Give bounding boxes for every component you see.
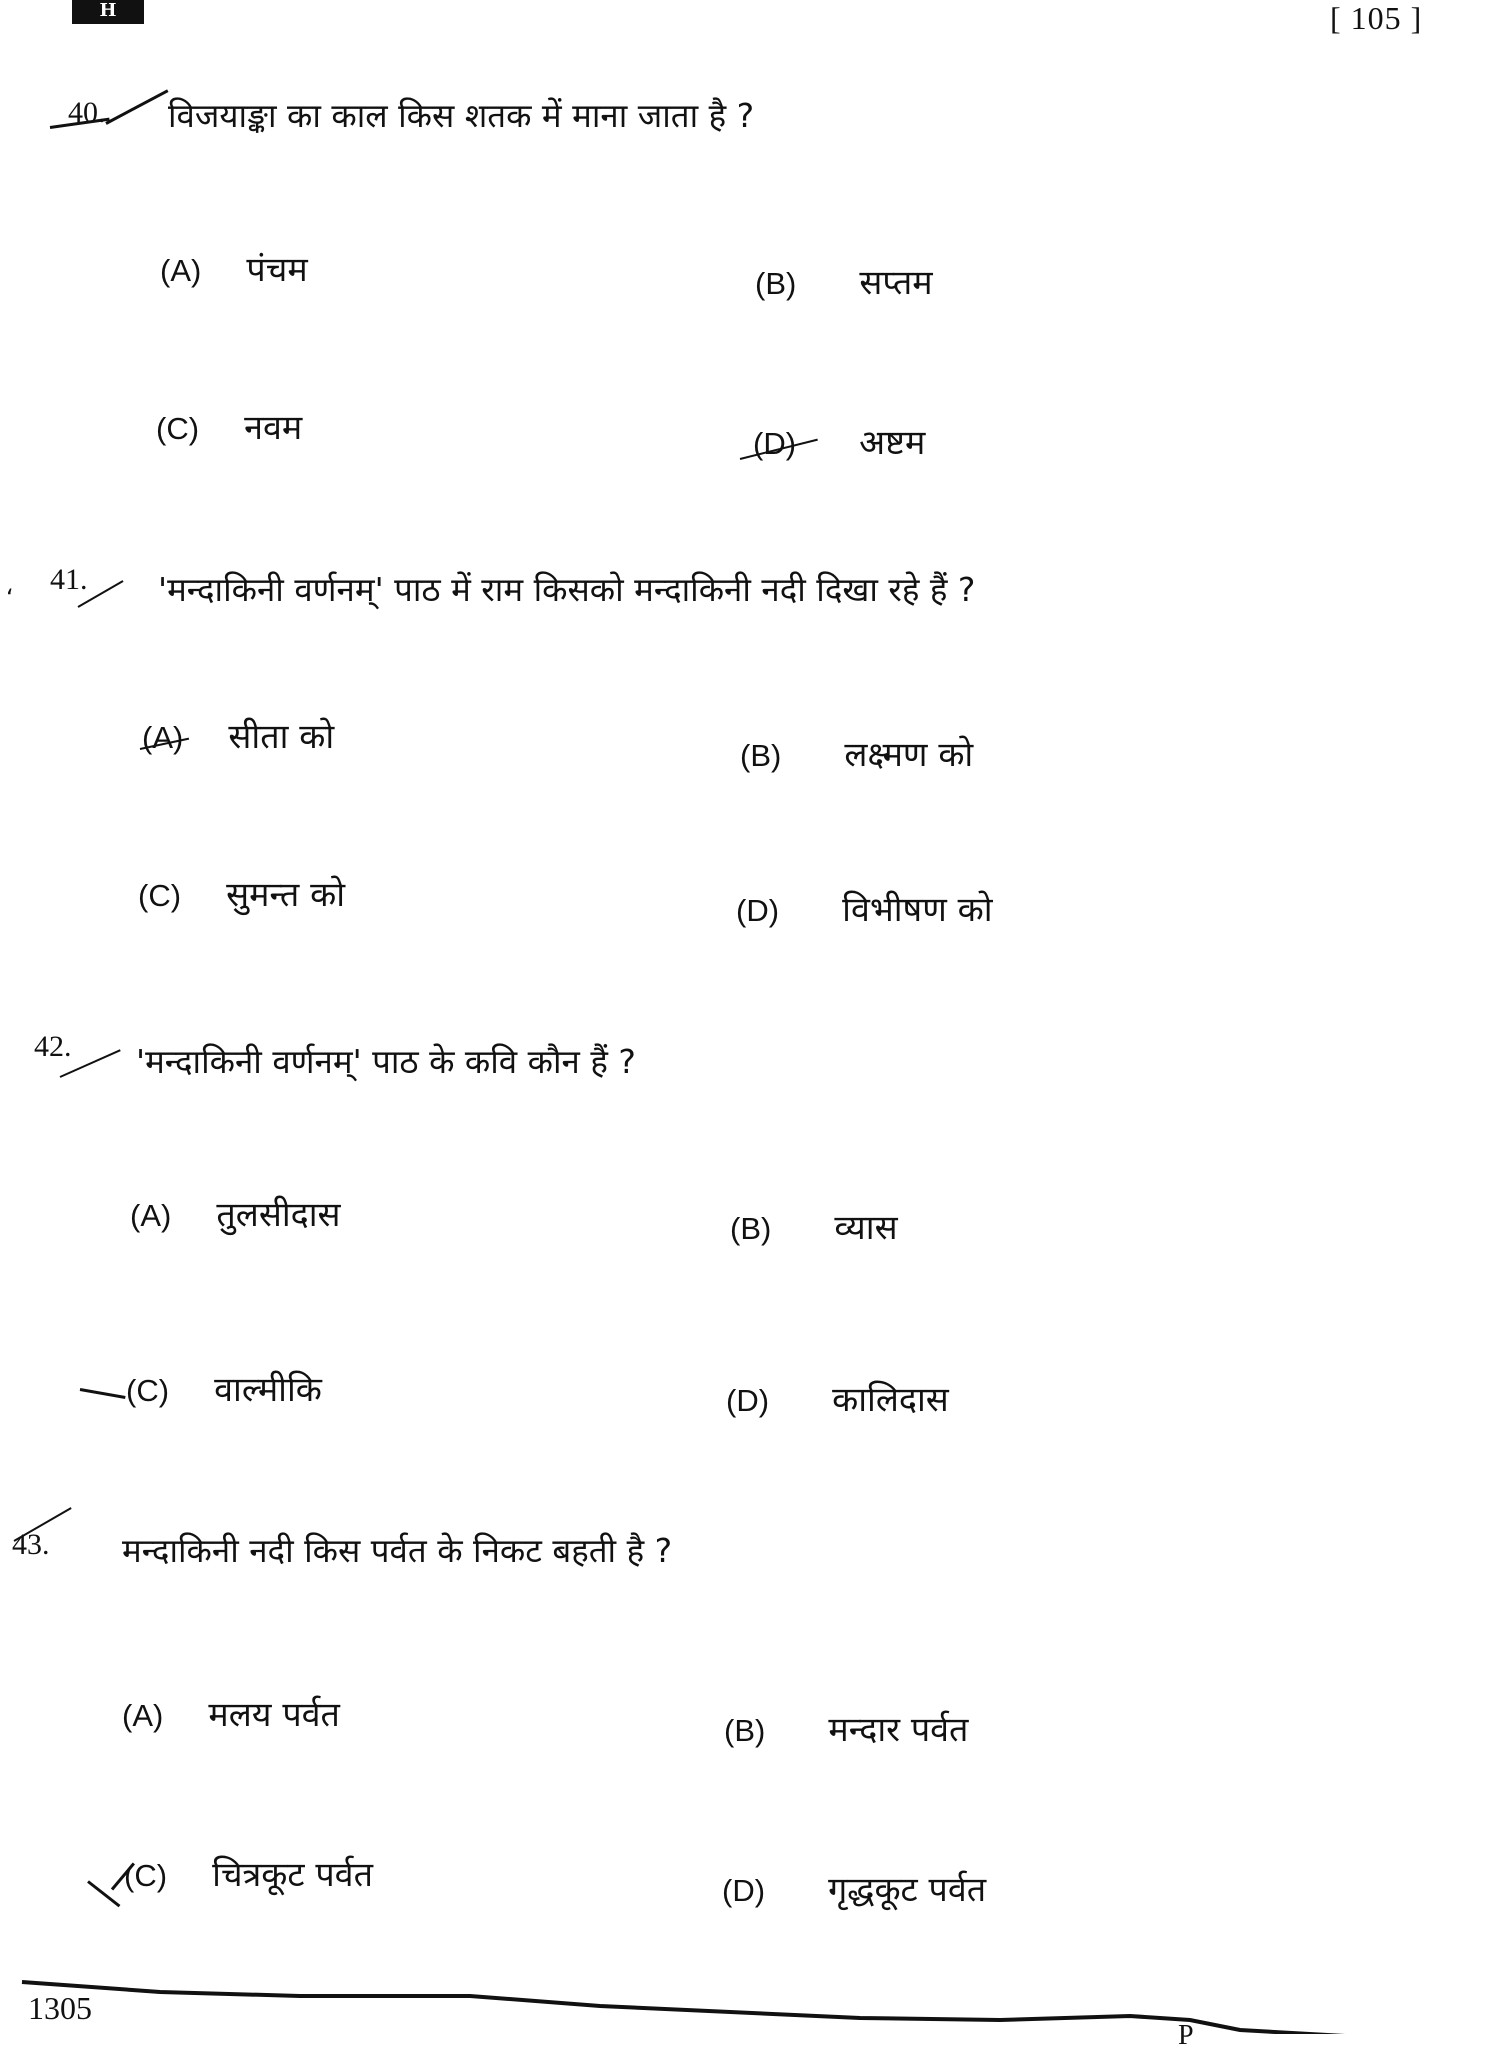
option-text: चित्रकूट पर्वत [212, 1855, 373, 1895]
option-text: सीता को [228, 717, 335, 757]
stray-mark: ‘ [6, 584, 14, 612]
option-d[interactable] [736, 885, 993, 931]
option-label: (C) [124, 1858, 168, 1893]
option-label: (B) [730, 1211, 772, 1246]
option-text: तुलसीदास [216, 1195, 341, 1235]
option-label: (D) [726, 1383, 770, 1418]
option-text: सुमन्त को [226, 875, 346, 915]
question-text: 'मन्दाकिनी वर्णनम्' पाठ में राम किसको मन्दाकिनी नदी दिखा रहे हैं ? [158, 570, 976, 609]
option-label: (D) [722, 1873, 766, 1908]
option-b[interactable] [740, 730, 973, 776]
option-text: वाल्मीकि [214, 1370, 322, 1410]
question-number: 43. [12, 1528, 50, 1561]
option-d[interactable] [753, 418, 925, 464]
option-text: गृद्धकूट पर्वत [828, 1870, 987, 1910]
question-number: 40. [68, 96, 106, 129]
option-label: (C) [138, 878, 182, 913]
option-a[interactable] [160, 245, 308, 291]
option-text: कालिदास [832, 1380, 949, 1420]
option-label: (A) [160, 253, 202, 288]
page-number: [ 105 ] [1330, 0, 1423, 36]
option-label: (C) [126, 1373, 170, 1408]
option-text: विभीषण को [842, 890, 993, 930]
option-label: (D) [736, 893, 780, 928]
option-c[interactable] [124, 1850, 373, 1896]
option-c[interactable] [126, 1365, 322, 1411]
pen-tick-mark [105, 89, 168, 125]
question-number: 42. [34, 1030, 72, 1063]
option-b[interactable] [755, 258, 933, 304]
question-text: 'मन्दाकिनी वर्णनम्' पाठ के कवि कौन हैं ? [136, 1042, 636, 1081]
question-text: विजयाङ्का का काल किस शतक में माना जाता है ? [168, 96, 755, 135]
option-label: (B) [755, 266, 797, 301]
option-text: पंचम [246, 250, 308, 290]
option-label: (B) [724, 1713, 766, 1748]
option-d[interactable] [726, 1375, 949, 1421]
footer-rule [0, 1960, 1505, 2034]
option-label: (D) [753, 426, 797, 461]
option-label: (A) [142, 720, 184, 755]
option-label: (A) [130, 1198, 172, 1233]
question-text: मन्दाकिनी नदी किस पर्वत के निकट बहती है ? [122, 1531, 673, 1570]
option-text: सप्तम [859, 263, 933, 303]
option-label: (B) [740, 738, 782, 773]
option-a[interactable] [142, 712, 334, 758]
option-label: (A) [122, 1698, 164, 1733]
option-c[interactable] [138, 870, 345, 916]
paper-code: 1305 [28, 1990, 92, 2026]
booklet-series-badge: H [72, 0, 144, 24]
option-text: नवम [244, 408, 303, 448]
answer-tick-mark [80, 1388, 126, 1399]
option-text: व्यास [834, 1208, 898, 1248]
option-text: मलय पर्वत [208, 1695, 340, 1735]
option-a[interactable] [122, 1690, 340, 1736]
option-a[interactable] [130, 1190, 341, 1236]
page-letter-marker: P [1178, 2020, 1194, 2051]
option-d[interactable] [722, 1865, 986, 1911]
option-label: (C) [156, 411, 200, 446]
option-b[interactable] [730, 1203, 898, 1249]
option-b[interactable] [724, 1705, 968, 1751]
option-c[interactable] [156, 403, 302, 449]
question-number: 41. [50, 563, 88, 596]
option-text: लक्ष्मण को [844, 735, 974, 775]
option-text: मन्दार पर्वत [828, 1710, 969, 1750]
option-text: अष्टम [859, 423, 926, 463]
